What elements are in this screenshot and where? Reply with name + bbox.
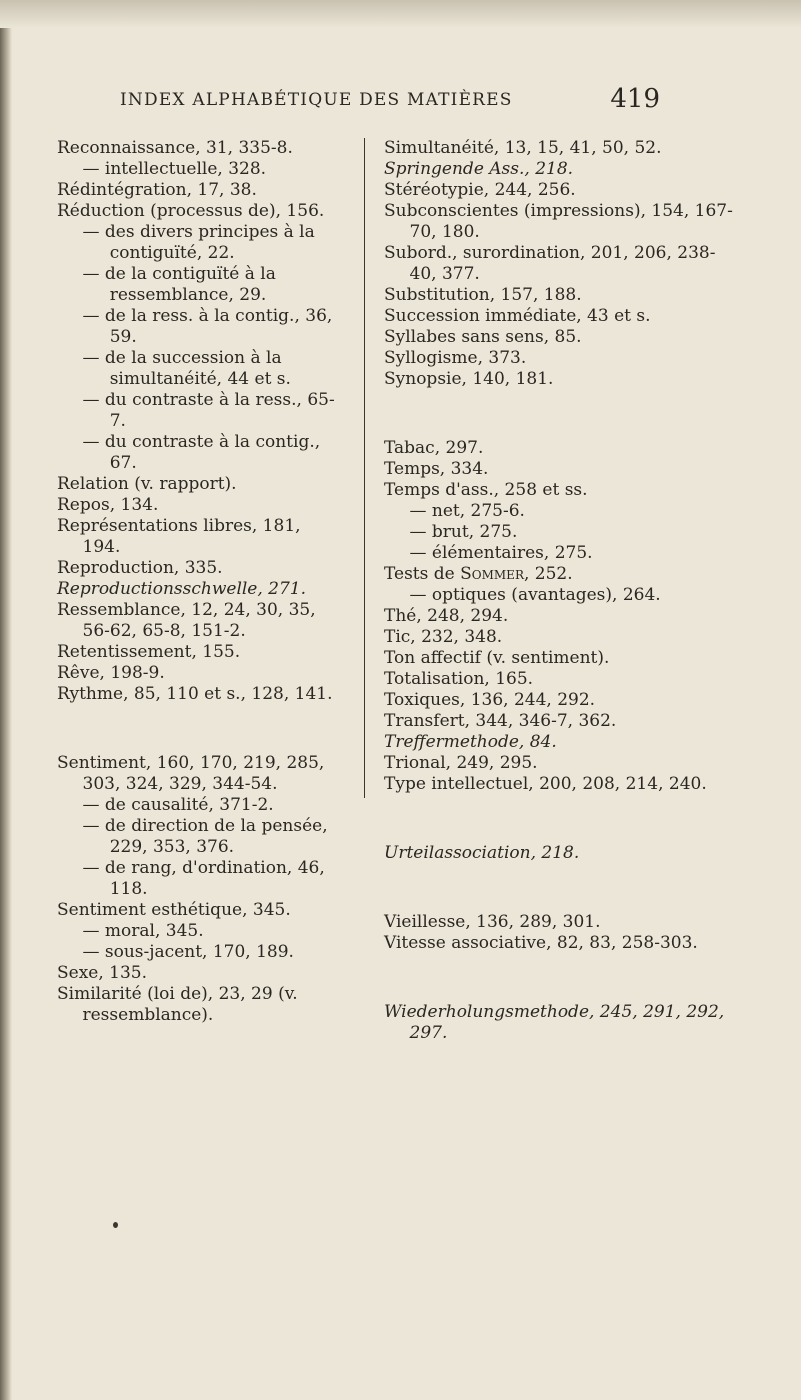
- index-entry: Stéréotypie, 244, 256.: [384, 180, 576, 200]
- column-divider: [364, 138, 365, 798]
- index-entry: Tabac, 297.: [384, 438, 484, 458]
- section-gap: [384, 407, 736, 421]
- index-subentry: — net, 275-6.: [409, 501, 525, 521]
- ink-speck: [113, 1222, 118, 1228]
- index-entry: Temps d'ass., 258 et ss.: [384, 480, 588, 500]
- index-entry: Transfert, 344, 346-7, 362.: [384, 711, 617, 731]
- index-entry: Type intellectuel, 200, 208, 214, 240.: [384, 774, 707, 794]
- section-gap: [57, 722, 342, 736]
- index-entry: Similarité (loi de), 23, 29 (v. ressemblance).: [57, 984, 298, 1025]
- index-entry: Ressemblance, 12, 24, 30, 35, 56-62, 65-8, 151-2.: [57, 600, 316, 641]
- index-entry: Totalisation, 165.: [384, 669, 534, 689]
- header-title: INDEX ALPHABÉTIQUE DES MATIÈRES: [120, 90, 513, 110]
- index-entry: Vitesse associative, 82, 83, 258-303.: [384, 933, 698, 953]
- index-entry: Treffermethode, 84.: [384, 732, 557, 752]
- index-entry: Succession immédiate, 43 et s.: [384, 306, 651, 326]
- index-entry: Urteilassociation, 218.: [384, 843, 580, 863]
- index-entry: Rédintégration, 17, 38.: [57, 180, 257, 200]
- index-entry: Simultanéité, 13, 15, 41, 50, 52.: [384, 138, 662, 158]
- index-entry: Syllabes sans sens, 85.: [384, 327, 582, 347]
- index-entry: Sentiment, 160, 170, 219, 285, 303, 324, 329, 344-54.: [57, 753, 325, 794]
- running-header: [120, 84, 660, 124]
- index-subentry: — sous-jacent, 170, 189.: [82, 942, 294, 962]
- page-binding-edge: [0, 0, 12, 1400]
- index-entry: Wiederholungsmethode, 245, 291, 292, 297.: [384, 1002, 725, 1043]
- index-column-left: [57, 138, 342, 1026]
- index-subentry: — de rang, d'ordination, 46, 118.: [82, 858, 325, 899]
- page-number: 419: [610, 84, 660, 114]
- index-subentry: — de la contiguïté à la ressemblance, 29.: [82, 264, 276, 305]
- index-entry: Sentiment esthétique, 345.: [57, 900, 291, 920]
- index-entry: Springende Ass., 218.: [384, 159, 574, 179]
- index-entry: Toxiques, 136, 244, 292.: [384, 690, 596, 710]
- index-column-right: [384, 138, 736, 1044]
- index-entry: Réduction (processus de), 156.: [57, 201, 325, 221]
- index-subentry: — brut, 275.: [409, 522, 518, 542]
- index-entry: Représentations libres, 181, 194.: [57, 516, 301, 557]
- index-subentry: — moral, 345.: [82, 921, 204, 941]
- index-subentry: — de causalité, 371-2.: [82, 795, 274, 815]
- index-entry: Rêve, 198-9.: [57, 663, 165, 683]
- page-top-shadow: [0, 0, 801, 28]
- index-entry: Temps, 334.: [384, 459, 489, 479]
- index-entry: Reconnaissance, 31, 335-8.: [57, 138, 293, 158]
- index-entry: Vieillesse, 136, 289, 301.: [384, 912, 601, 932]
- index-entry: Tests de Sommer, 252.: [384, 564, 573, 584]
- index-entry: Reproductionsschwelle, 271.: [57, 579, 307, 599]
- index-subentry: — de direction de la pensée, 229, 353, 376.: [82, 816, 328, 857]
- index-subentry: — élémentaires, 275.: [409, 543, 593, 563]
- index-subentry: — du contraste à la ress., 65-7.: [82, 390, 335, 431]
- index-entry: Reproduction, 335.: [57, 558, 223, 578]
- index-entry: Synopsie, 140, 181.: [384, 369, 554, 389]
- index-entry: Sexe, 135.: [57, 963, 148, 983]
- section-gap: [384, 812, 736, 826]
- index-entry: Repos, 134.: [57, 495, 159, 515]
- index-subentry: — intellectuelle, 328.: [82, 159, 267, 179]
- index-entry: Rythme, 85, 110 et s., 128, 141.: [57, 684, 333, 704]
- section-gap: [384, 881, 736, 895]
- author-name: Sommer: [460, 564, 524, 584]
- index-entry: Trional, 249, 295.: [384, 753, 538, 773]
- index-entry: Tic, 232, 348.: [384, 627, 503, 647]
- index-subentry: — optiques (avantages), 264.: [409, 585, 661, 605]
- section-gap: [384, 971, 736, 985]
- index-entry: Subconscientes (impressions), 154, 167-70, 180.: [384, 201, 733, 242]
- index-entry: Retentissement, 155.: [57, 642, 241, 662]
- index-entry: Ton affectif (v. sentiment).: [384, 648, 610, 668]
- index-subentry: — de la ress. à la contig., 36, 59.: [82, 306, 333, 347]
- index-entry: Subord., surordination, 201, 206, 238-40, 377.: [384, 243, 716, 284]
- index-subentry: — des divers principes à la contiguïté, 22.: [82, 222, 315, 263]
- index-entry: Syllogisme, 373.: [384, 348, 527, 368]
- index-subentry: — de la succession à la simultanéité, 44 et s.: [82, 348, 291, 389]
- index-subentry: — du contraste à la contig., 67.: [82, 432, 321, 473]
- index-entry: Substitution, 157, 188.: [384, 285, 582, 305]
- index-entry: Thé, 248, 294.: [384, 606, 509, 626]
- index-entry: Relation (v. rapport).: [57, 474, 237, 494]
